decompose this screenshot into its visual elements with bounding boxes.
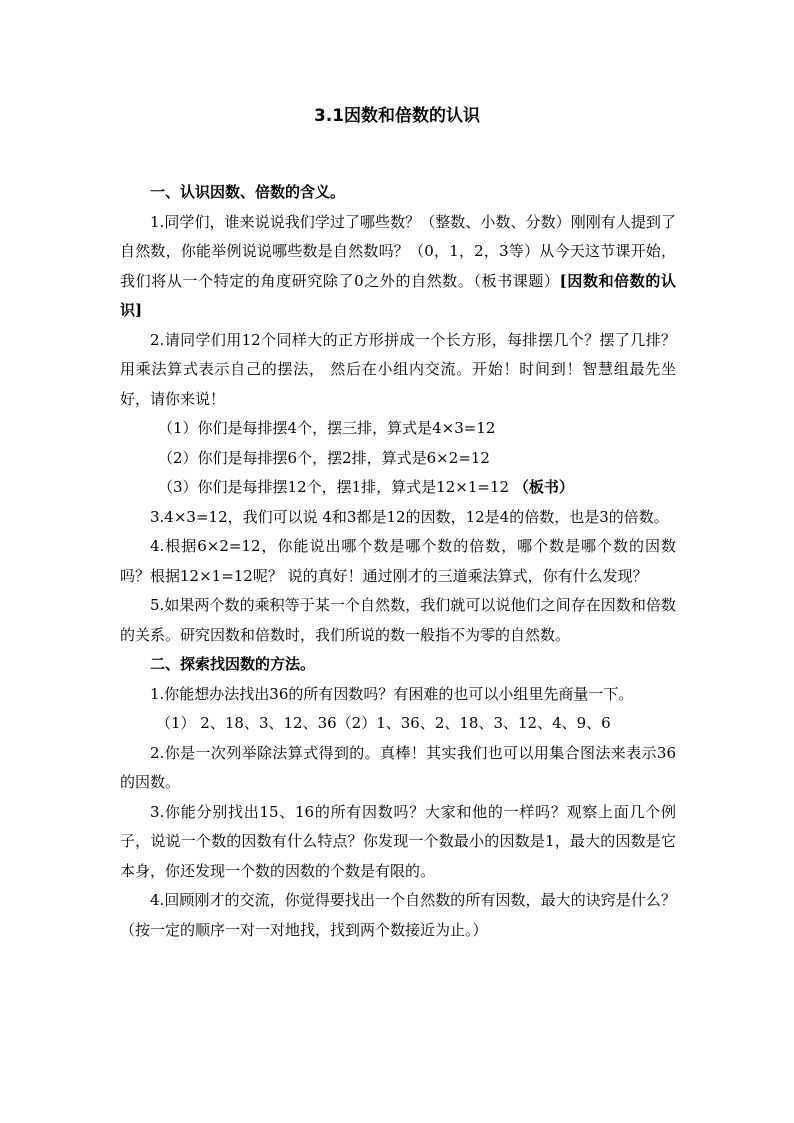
section-2-paragraph-4: 4.回顾刚才的交流，你觉得要找出一个自然数的所有因数，最大的诀窍是什么？（按一定的顺序一对一对地找，找到两个数接近为止。） xyxy=(120,891,676,939)
section-1-paragraph-5: 5.如果两个数的乘积等于某一个自然数，我们就可以说他们之间存在因数和倍数的关系。研究因数和倍数时，我们所说的数一般指不为零的自然数。 xyxy=(120,596,676,644)
section-1-paragraph-3: 3.4×3=12，我们可以说 4和3都是12的因数，12是4的倍数，也是3的倍数。 xyxy=(150,507,669,526)
section-1-paragraph-1 xyxy=(120,208,676,326)
section-2-heading: 二、探索找因数的方法。 xyxy=(150,655,316,673)
section-2-paragraph-1: 1.你能想办法找出36的所有因数吗？有困难的也可以小组里先商量一下。 xyxy=(150,684,634,703)
section-2-paragraph-3: 3.你能分别找出15、16的所有因数吗？大家和他的一样吗？观察上面几个例子，说说一个数的因数有什么特点？你发现一个数最小的因数是1，最大的因数是它本身，你还发现一个数的因数的个数是有限的。 xyxy=(120,802,676,880)
section-1-paragraph-1-bold: [因数和倍数的认识] xyxy=(120,271,677,319)
section-1-paragraph-2: 2.请同学们用12个同样大的正方形拼成一个长方形，每排摆几个？摆了几排？用乘法算式表示自己的摆法， 然后在小组内交流。开始！时间到！智慧组最先坐好，请你来说！ xyxy=(120,330,676,408)
section-1-item-3-text: （3）你们是每排摆12个，摆1排，算式是12×1=12 xyxy=(158,478,514,496)
section-1-item-3-bold: （板书） xyxy=(513,478,574,496)
section-2-item-1: （1） 2、18、3、12、36（2）1、36、2、18、3、12、4、9、6 xyxy=(156,714,611,732)
section-1-heading: 一、认识因数、倍数的含义。 xyxy=(150,183,346,201)
section-1-item-3 xyxy=(120,473,676,503)
section-2-paragraph-2: 2.你是一次列举除法算式得到的。真棒！其实我们也可以用集合图法来表示36的因数。 xyxy=(120,743,676,791)
section-1-paragraph-4: 4.根据6×2=12，你能说出哪个数是哪个数的倍数，哪个数是哪个数的因数吗？根据12×1=12呢？ 说的真好！通过刚才的三道乘法算式，你有什么发现？ xyxy=(120,537,676,585)
document-body xyxy=(120,178,676,945)
page-title: 3.1因数和倍数的认识 xyxy=(313,106,481,126)
section-1-item-2: （2）你们是每排摆6个，摆2排，算式是6×2=12 xyxy=(158,448,490,467)
section-1-item-1: （1）你们是每排摆4个，摆三排，算式是4×3=12 xyxy=(158,419,496,437)
section-1-paragraph-1-text: 1.同学们，谁来说说我们学过了哪些数？（整数、小数、分数）刚刚有人提到了自然数，你能举例说说哪些数是自然数吗？（0，1，2，3等）从今天这节课开始，我们将从一个特定的角度研究除了0之外的自然数。（板书课题） xyxy=(120,212,676,290)
